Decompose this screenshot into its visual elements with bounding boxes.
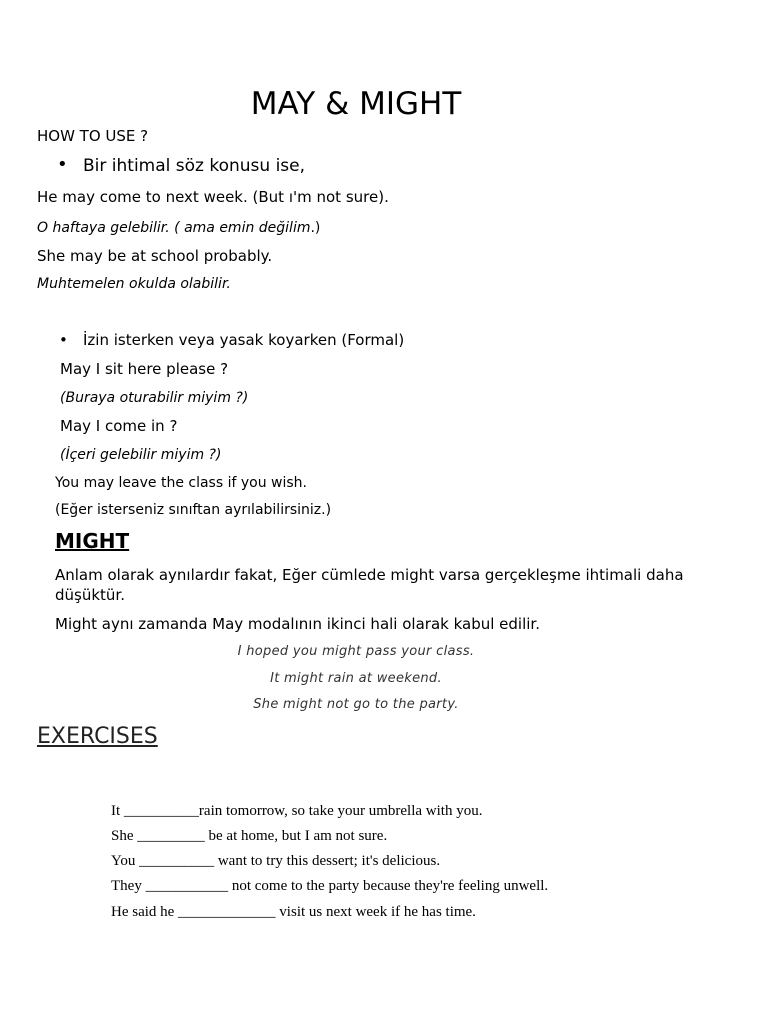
bullet-2-text: İzin isterken veya yasak koyarken (Formal) (83, 331, 405, 349)
might-example: She might not go to the party. (253, 697, 459, 712)
bullet-1-text: Bir ihtimal söz konusu ise, (83, 156, 306, 176)
example-sentence: May I come in ? (60, 417, 178, 435)
exercise-item: You __________ want to try this dessert; it's delicious. (111, 853, 441, 869)
translation-line: Muhtemelen okulda olabilir. (37, 276, 231, 292)
exercise-item: It __________rain tomorrow, so take your umbrella with you. (111, 803, 483, 819)
page-title: MAY & MIGHT (250, 86, 462, 122)
might-example: It might rain at weekend. (270, 671, 442, 686)
how-to-use-label: HOW TO USE ? (37, 127, 149, 145)
translation-line (37, 218, 320, 236)
exercise-item: They ___________ not come to the party because they're feeling unwell. (111, 878, 549, 894)
might-paragraph: Anlam olarak aynılardır fakat, Eğer cümlede might varsa gerçekleşme ihtimali daha düşüktür. (55, 566, 684, 604)
exercises-heading: EXERCISES (37, 724, 158, 749)
bullet-dot-icon: • (57, 154, 68, 175)
translation-line: (Buraya oturabilir miyim ?) (60, 390, 249, 406)
might-heading: MIGHT (55, 529, 130, 553)
example-sentence: He may come to next week. (But ı'm not sure). (37, 188, 389, 206)
example-sentence: May I sit here please ? (60, 360, 229, 378)
example-sentence: You may leave the class if you wish. (55, 475, 307, 491)
bullet-dot-icon: • (59, 331, 68, 349)
translation-italic: O haftaya gelebilir. ( ama emin değilim (37, 220, 311, 236)
translation-tail: .) (310, 220, 321, 236)
bullet-2 (59, 330, 68, 349)
bullet-1 (57, 154, 68, 175)
translation-line: (İçeri gelebilir miyim ?) (60, 447, 222, 463)
exercise-item: She _________ be at home, but I am not sure. (111, 828, 388, 844)
example-sentence: She may be at school probably. (37, 247, 273, 265)
might-example: I hoped you might pass your class. (237, 644, 475, 659)
might-paragraph: Might aynı zamanda May modalının ikinci hali olarak kabul edilir. (55, 615, 540, 633)
exercise-item: He said he _____________ visit us next week if he has time. (111, 904, 476, 920)
translation-line: (Eğer isterseniz sınıftan ayrılabilirsiniz.) (55, 502, 332, 518)
